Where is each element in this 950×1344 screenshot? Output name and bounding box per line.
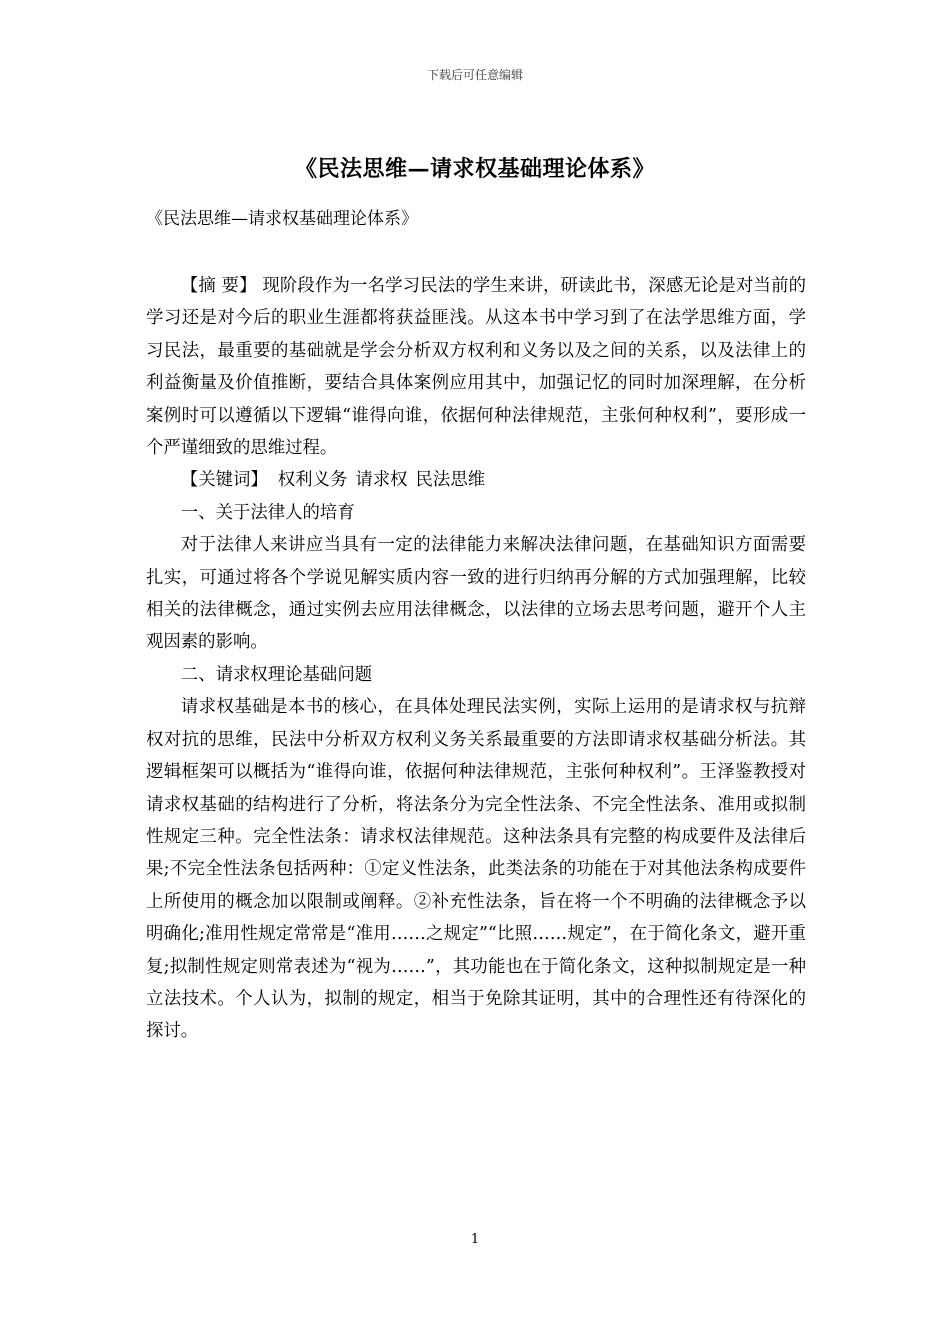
- section-1-paragraph: 对于法律人来讲应当具有一定的法律能力来解决法律问题，在基础知识方面需要扎实，可通过将各个学说见解实质内容一致的进行归纳再分解的方式加强理解，比较相关的法律概念，通过实例去应用法律概念，以法律的立场去思考问题，避开个人主观因素的影响。: [146, 535, 806, 653]
- keyword: 请求权: [355, 470, 408, 491]
- keywords-paragraph: [146, 464, 806, 496]
- abstract-label: 【摘 要】: [180, 276, 257, 296]
- section-2-heading: 二、请求权理论基础问题: [180, 664, 373, 685]
- abstract-text: 现阶段作为一名学习民法的学生来讲，研读此书，深感无论是对当前的学习还是对今后的职业生涯都将获益匪浅。从这本书中学习到了在法学思维方面，学习民法，最重要的基础就是学会分析双方权利和义务以及之间的关系，以及法律上的利益衡量及价值推断，要结合具体案例应用其中，加强记忆的同时加深理解，在分析案例时可以遵循以下逻辑“谁得向谁，依据何种法律规范，主张何种权利”，要形成一个严谨细致的思维过程。: [146, 276, 807, 459]
- keywords-label: 【关键词】: [180, 470, 268, 491]
- keyword: 民法思维: [415, 470, 486, 491]
- abstract-paragraph: [146, 270, 806, 464]
- document-body: [146, 270, 806, 1048]
- section-1-heading: 一、关于法律人的培育: [180, 502, 355, 523]
- document-subtitle: 《民法思维—请求权基础理论体系》: [146, 209, 418, 229]
- section-2-paragraph: 请求权基础是本书的核心，在具体处理民法实例，实际上运用的是请求权与抗辩权对抗的思维，民法中分析双方权利义务关系最重要的方法即请求权基础分析法。其逻辑框架可以概括为“谁得向谁，依据何种法律规范，主张何种权利”。王泽鉴教授对请求权基础的结构进行了分析，将法条分为完全性法条、不完全性法条、准用或拟制性规定三种。完全性法条：请求权法律规范。这种法条具有完整的构成要件及法律后果;不完全性法条包括两种：①定义性法条，此类法条的功能在于对其他法条构成要件上所使用的概念加以限制或阐释。②补充性法条，旨在将一个不明确的法律概念予以明确化;准用性规定常常是“准用……之规定”“比照……规定”，在于简化条文，避开重复;拟制性规定则常表述为“视为……”，其功能也在于简化条文，这种拟制规定是一种立法技术。个人认为，拟制的规定，相当于免除其证明，其中的合理性还有待深化的探讨。: [146, 697, 806, 1042]
- keyword: 权利义务: [277, 470, 348, 491]
- page-number: 1: [470, 1232, 480, 1247]
- document-title: 《民法思维—请求权基础理论体系》: [294, 156, 655, 182]
- header-note: 下载后可任意编辑: [426, 68, 523, 82]
